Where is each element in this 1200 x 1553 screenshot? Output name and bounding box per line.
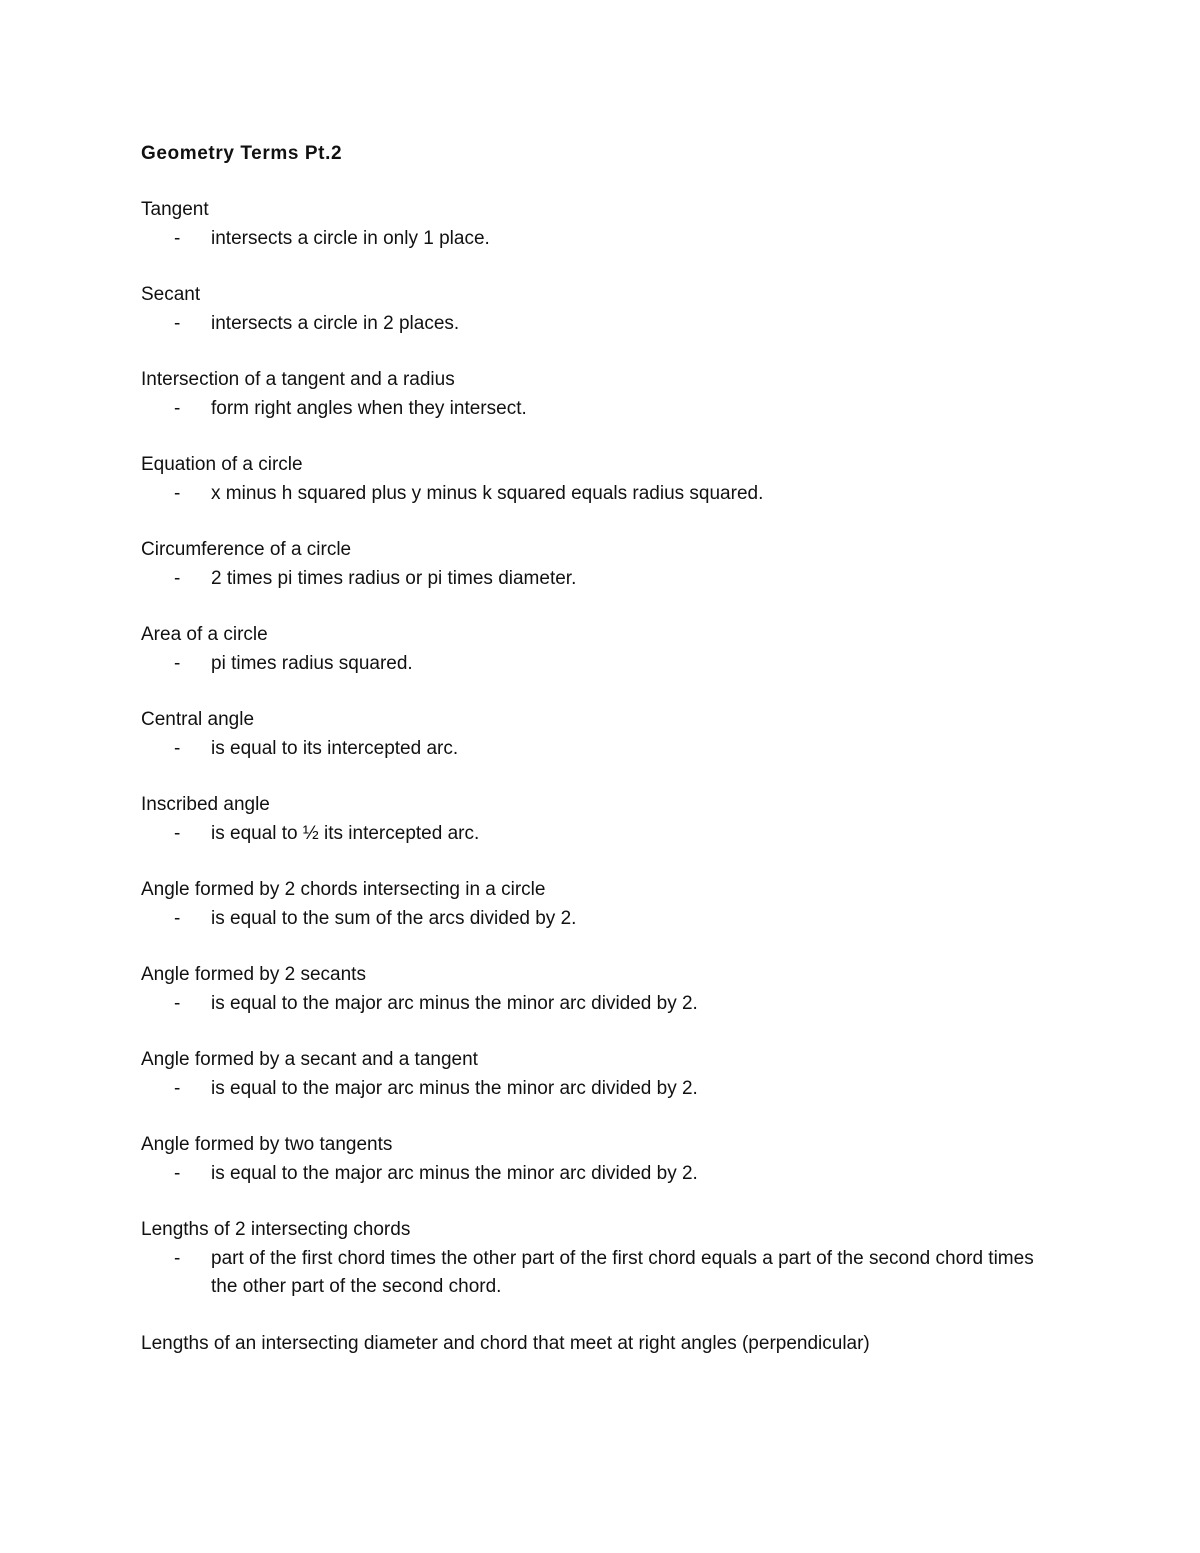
term-definition: intersects a circle in 2 places. [211, 312, 460, 334]
bullet-dash: - [174, 567, 181, 589]
term-item [141, 366, 1041, 423]
bullet-dash: - [174, 312, 181, 334]
bullet-dash: - [174, 397, 181, 419]
bullet-dash: - [174, 907, 181, 929]
term-name: Tangent [141, 199, 209, 220]
term-item [141, 876, 1041, 933]
term-definition-row [141, 1245, 1041, 1302]
term-item [141, 1131, 1041, 1188]
term-name: Lengths of 2 intersecting chords [141, 1219, 411, 1240]
term-item [141, 1046, 1041, 1103]
term-name: Circumference of a circle [141, 539, 352, 560]
bullet-dash: - [174, 1077, 181, 1099]
term-item [141, 281, 1041, 338]
term-definition: is equal to the major arc minus the minor arc divided by 2. [211, 992, 698, 1014]
term-definition-row [141, 395, 1041, 424]
term-definition: part of the first chord times the other part of the first chord equals a part of the second chord times the other part of the second chord. [211, 1247, 1034, 1297]
document-page [141, 140, 1041, 1386]
bullet-dash: - [174, 227, 181, 249]
term-definition-row [141, 735, 1041, 764]
term-definition: is equal to the sum of the arcs divided by 2. [211, 907, 577, 929]
document-title: Geometry Terms Pt.2 [141, 143, 343, 164]
term-definition: is equal to the major arc minus the minor arc divided by 2. [211, 1162, 698, 1184]
term-item [141, 536, 1041, 593]
term-definition-row [141, 480, 1041, 509]
bullet-dash: - [174, 652, 181, 674]
term-definition-row [141, 225, 1041, 254]
terms-list [141, 196, 1041, 1358]
term-name: Area of a circle [141, 624, 268, 645]
bullet-dash: - [174, 737, 181, 759]
term-definition-row [141, 310, 1041, 339]
term-definition: intersects a circle in only 1 place. [211, 227, 490, 249]
bullet-dash: - [174, 482, 181, 504]
term-definition: is equal to its intercepted arc. [211, 737, 459, 759]
term-item [141, 1330, 1041, 1359]
term-definition-row [141, 1075, 1041, 1104]
term-name: Angle formed by 2 secants [141, 964, 366, 985]
term-definition-row [141, 650, 1041, 679]
bullet-dash: - [174, 822, 181, 844]
term-name: Intersection of a tangent and a radius [141, 369, 455, 390]
term-definition-row [141, 820, 1041, 849]
term-definition-row [141, 905, 1041, 934]
term-name: Lengths of an intersecting diameter and chord that meet at right angles (perpendicular) [141, 1332, 870, 1354]
term-definition: is equal to the major arc minus the minor arc divided by 2. [211, 1077, 698, 1099]
term-definition: 2 times pi times radius or pi times diameter. [211, 567, 577, 589]
term-definition: x minus h squared plus y minus k squared equals radius squared. [211, 482, 764, 504]
bullet-dash: - [174, 992, 181, 1014]
term-item [141, 451, 1041, 508]
term-name: Angle formed by 2 chords intersecting in a circle [141, 879, 546, 900]
term-name: Inscribed angle [141, 794, 270, 815]
term-definition-row [141, 1160, 1041, 1189]
term-definition: pi times radius squared. [211, 652, 413, 674]
term-name: Secant [141, 284, 201, 305]
bullet-dash: - [174, 1247, 181, 1269]
term-item [141, 961, 1041, 1018]
term-item [141, 791, 1041, 848]
term-definition: form right angles when they intersect. [211, 397, 527, 419]
term-item [141, 1216, 1041, 1302]
term-name: Equation of a circle [141, 454, 303, 475]
bullet-dash: - [174, 1162, 181, 1184]
term-name: Angle formed by a secant and a tangent [141, 1049, 478, 1070]
term-item [141, 706, 1041, 763]
term-name: Angle formed by two tangents [141, 1134, 393, 1155]
term-definition: is equal to ½ its intercepted arc. [211, 822, 480, 844]
term-item [141, 196, 1041, 253]
term-name: Central angle [141, 709, 255, 730]
term-definition-row [141, 565, 1041, 594]
term-definition-row [141, 990, 1041, 1019]
term-item [141, 621, 1041, 678]
